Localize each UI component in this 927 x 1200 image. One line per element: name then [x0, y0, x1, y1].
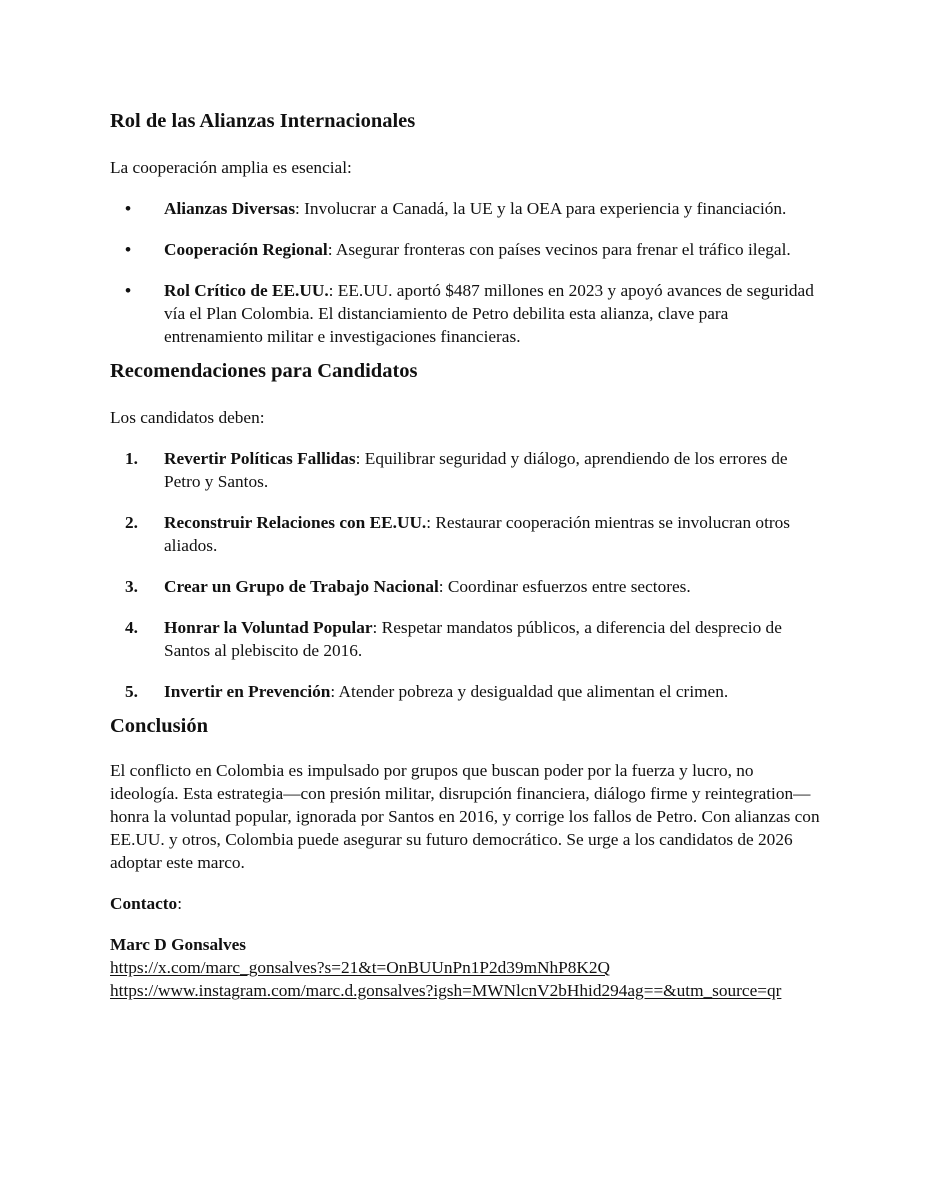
document-page — [110, 108, 825, 1002]
item-text: : Atender pobreza y desigualdad que alimentan el crimen. — [330, 682, 729, 701]
item-number: 4. — [125, 618, 138, 637]
item-term: Honrar la Voluntad Popular — [164, 618, 373, 637]
contact-link-row — [110, 956, 825, 979]
contact-label: Contacto — [110, 894, 178, 913]
item-term: Rol Crítico de EE.UU. — [164, 281, 329, 300]
item-text: : EE.UU. aportó $487 millones en 2023 y apoyó avances de seguridad vía el Plan Colombia. El distanciamiento de Petro debilita esta alianza, clave para entrenamiento militar e investigaciones financieras. — [164, 281, 814, 346]
contact-colon: : — [177, 894, 183, 913]
author-name: Marc D Gonsalves — [110, 935, 246, 954]
item-term: Crear un Grupo de Trabajo Nacional — [164, 577, 439, 596]
list-item — [110, 680, 825, 703]
bullet-marker: • — [125, 199, 132, 218]
section-heading-recommendations: Recomendaciones para Candidatos — [110, 360, 418, 382]
instagram-profile-link[interactable]: https://www.instagram.com/marc.d.gonsalves?igsh=MWNlcnV2bHhid294ag==&utm_source=qr — [110, 981, 782, 1000]
section-intro: Los candidatos deben: — [110, 408, 265, 427]
item-number: 1. — [125, 449, 138, 468]
list-item — [110, 575, 825, 598]
item-term: Cooperación Regional — [164, 240, 328, 259]
item-term: Revertir Políticas Fallidas — [164, 449, 356, 468]
contact-line — [110, 892, 825, 915]
section-intro: La cooperación amplia es esencial: — [110, 158, 352, 177]
section-heading-alliances: Rol de las Alianzas Internacionales — [110, 110, 416, 132]
item-text: : Equilibrar seguridad y diálogo, aprendiendo de los errores de Petro y Santos. — [164, 449, 788, 491]
item-text: : Respetar mandatos públicos, a diferencia del desprecio de Santos al plebiscito de 2016. — [164, 618, 782, 660]
bullet-marker: • — [125, 281, 132, 300]
item-text: : Coordinar esfuerzos entre sectores. — [438, 577, 691, 596]
list-item — [110, 238, 825, 261]
recommendations-numbered-list — [110, 447, 825, 703]
list-item — [110, 511, 825, 557]
item-term: Invertir en Prevención — [164, 682, 331, 701]
bullet-marker: • — [125, 240, 132, 259]
list-item — [110, 197, 825, 220]
contact-link-row — [110, 979, 825, 1002]
section-heading-conclusion: Conclusión — [110, 715, 208, 737]
item-text: : Restaurar cooperación mientras se involucran otros aliados. — [164, 513, 790, 555]
item-number: 3. — [125, 577, 138, 596]
x-profile-link[interactable]: https://x.com/marc_gonsalves?s=21&t=OnBUUnPn1P2d39mNhP8K2Q — [110, 958, 611, 977]
alliances-bullet-list — [110, 197, 825, 348]
item-term: Alianzas Diversas — [164, 199, 296, 218]
item-term: Reconstruir Relaciones con EE.UU. — [164, 513, 427, 532]
list-item — [110, 616, 825, 662]
list-item — [110, 447, 825, 493]
item-text: : Involucrar a Canadá, la UE y la OEA para experiencia y financiación. — [295, 199, 787, 218]
conclusion-paragraph: El conflicto en Colombia es impulsado por grupos que buscan poder por la fuerza y lucro, no ideología. Esta estrategia—con presión militar, disrupción financiera, diálogo firme y reintegration—honra la voluntad popular, ignorada por Santos en 2016, y corrige los fallos de Petro. Con alianzas con EE.UU. y otros, Colombia puede asegurar su futuro democrático. Se urge a los candidatos de 2026 adoptar este marco. — [110, 761, 820, 872]
item-number: 5. — [125, 682, 138, 701]
item-number: 2. — [125, 513, 138, 532]
list-item — [110, 279, 825, 348]
item-text: : Asegurar fronteras con países vecinos para frenar el tráfico ilegal. — [327, 240, 791, 259]
